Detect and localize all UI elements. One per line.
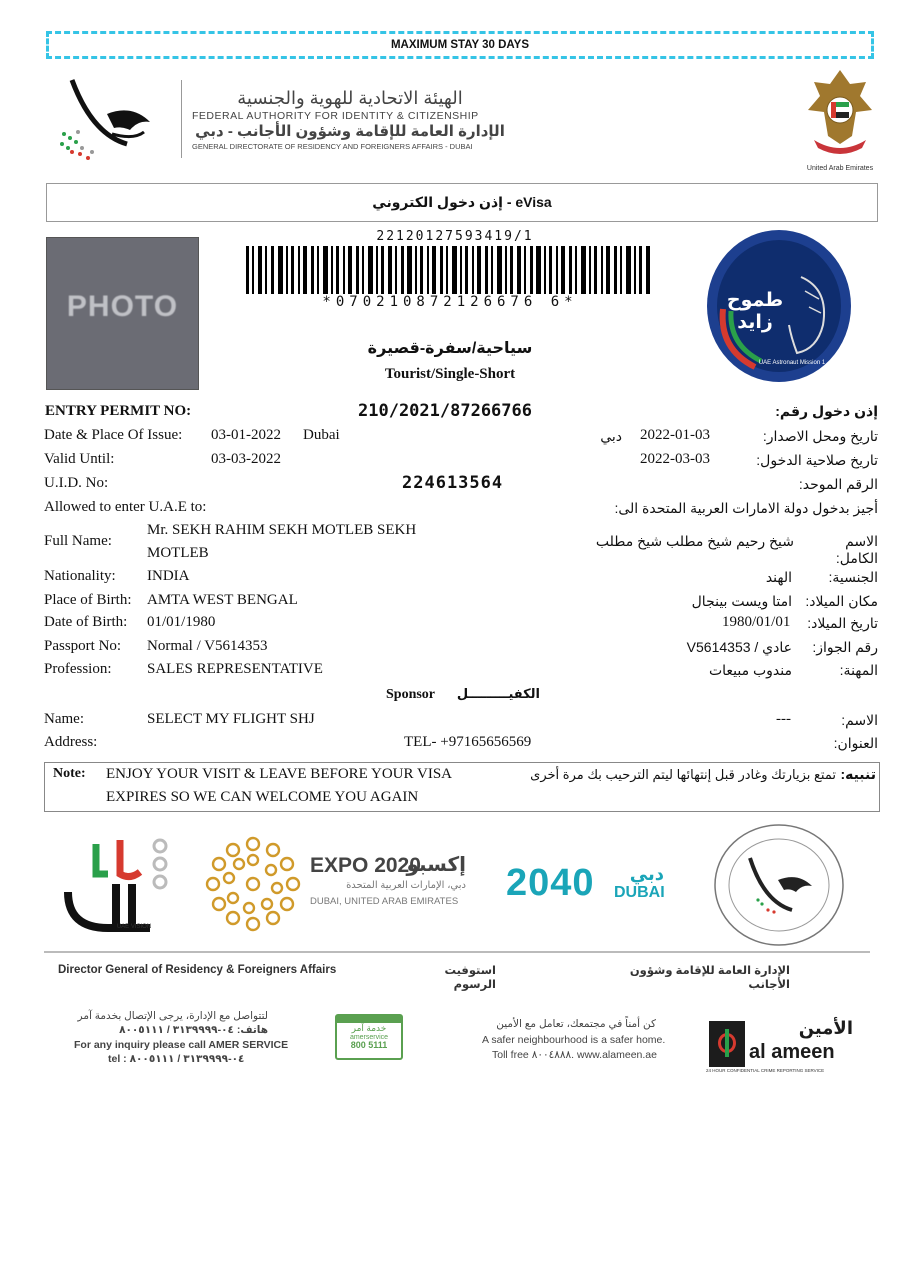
country-caption: United Arab Emirates [806, 165, 874, 172]
max-stay-banner [46, 31, 874, 59]
entry-permit-label-ar: إذن دخول رقم: [775, 403, 878, 419]
visa-type-en: Tourist/Single-Short [384, 366, 516, 382]
valid-date-en: 03-03-2022 [211, 451, 281, 467]
full-name-value-en-2: MOTLEB [147, 545, 209, 561]
expo-subtitle-ar: دبي، الإمارات العربية المتحدة [346, 880, 466, 891]
directorate-title-ar: الإدارة العامة للإقامة وشؤون الأجانب - دبي [195, 123, 505, 140]
nationality-label-en: Nationality: [44, 568, 116, 584]
issue-place-en: Dubai [303, 427, 340, 443]
uae-vision-caption: UAE VISION [116, 924, 152, 930]
note-text-en-1: ENJOY YOUR VISIT & LEAVE BEFORE YOUR VISA [106, 766, 452, 782]
birth-place-value-en: AMTA WEST BENGAL [147, 592, 298, 608]
issue-label-en: Date & Place Of Issue: [44, 427, 183, 443]
nationality-value-en: INDIA [147, 568, 190, 584]
uid-label-en: U.I.D. No: [44, 475, 109, 491]
sponsor-heading-en: Sponsor [386, 687, 436, 702]
full-name-label-ar: الاسم الكامل: [835, 533, 878, 566]
expo-2020-emblem-icon [205, 836, 301, 932]
dob-value-en: 01/01/1980 [147, 614, 216, 630]
amer-text-ar-2: هاتف: ٠٤-٣١٣٩٩٩٩ / ٨٠٠٥١١١ [119, 1024, 268, 1036]
directorate-title-en: GENERAL DIRECTORATE OF RESIDENCY AND FOREIGNERS AFFAIRS - DUBAI [192, 142, 473, 151]
sponsor-tel: TEL- +97165656569 [404, 734, 532, 750]
note-label-ar: تنبيه: [840, 766, 876, 782]
dubai-2040-number: 2040 [506, 862, 595, 904]
profession-value-ar: مندوب مبيعات [708, 662, 792, 678]
dubai-title-en: DUBAI [614, 884, 665, 901]
dob-value-ar: 1980/01/01 [722, 614, 791, 630]
issue-label-ar: تاريخ ومحل الاصدار: [762, 428, 878, 444]
valid-label-en: Valid Until: [44, 451, 115, 467]
authority-seal-icon [712, 822, 846, 948]
profession-value-en: SALES REPRESENTATIVE [147, 661, 323, 677]
note-text-en-2: EXPIRES SO WE CAN WELCOME YOU AGAIN [106, 789, 419, 805]
sponsor-name-value-ar: --- [776, 711, 791, 727]
full-name-value-en-1: Mr. SEKH RAHIM SEKH MOTLEB SEKH [147, 522, 417, 538]
alameen-logo-en: al ameen [749, 1041, 835, 1063]
entry-permit-label-en: ENTRY PERMIT NO: [45, 403, 192, 419]
alameen-logo-subtitle: 24 HOUR CONFIDENTIAL CRIME REPORTING SERVICE [706, 1068, 825, 1073]
expo-title-en: EXPO 2020 [310, 854, 421, 877]
amer-badge-en: amerservice [349, 1034, 389, 1041]
birth-place-label-en: Place of Birth: [44, 592, 132, 608]
passport-value-ar: عادي / V5614353 [686, 639, 792, 655]
sponsor-address-label-en: Address: [44, 734, 98, 750]
director-title-en: Director General of Residency & Foreigners Affairs [58, 964, 337, 976]
birth-place-value-ar: امتا ويست بينجال [691, 593, 792, 609]
note-text-ar: تمتع بزيارتك وغادر قبل إنتهائها ليتم الترحيب بك مرة أخرى [530, 767, 836, 782]
amer-badge-stripe [337, 1016, 401, 1023]
barcode-icon [246, 246, 650, 294]
valid-date-ar: 2022-03-03 [640, 451, 710, 467]
issue-date-en: 03-01-2022 [211, 427, 281, 443]
note-label-en: Note: [53, 766, 86, 781]
nationality-value-ar: الهند [765, 569, 792, 585]
sponsor-address-label-ar: العنوان: [833, 735, 878, 751]
authority-title-ar: الهيئة الاتحادية للهوية والجنسية [237, 88, 463, 108]
director-title-ar: الإدارة العامة للإقامة وشؤون الأجانب [629, 965, 790, 991]
passport-value-en: Normal / V5614353 [147, 638, 268, 654]
valid-label-ar: تاريخ صلاحية الدخول: [756, 452, 878, 468]
alameen-text-en-1: A safer neighbourhood is a safer home. [482, 1034, 666, 1046]
header-divider [181, 80, 182, 158]
uae-vision-logo-icon [60, 834, 180, 934]
nationality-label-ar: الجنسية: [828, 569, 878, 585]
barcode-top-number: 22120127593419/1 [376, 229, 534, 244]
full-name-value-ar: شيخ رحيم شيخ مطلب شيخ مطلب [595, 533, 794, 549]
allowed-label-en: Allowed to enter U.A.E to: [44, 499, 207, 515]
photo-placeholder [46, 237, 199, 390]
falcon-logo-icon [52, 74, 170, 170]
mission-badge-text: طموح زايد [726, 290, 784, 333]
max-stay-text: MAXIMUM STAY 30 DAYS [390, 39, 530, 51]
profession-label-ar: المهنة: [839, 662, 878, 678]
visa-type-ar: سياحية/سفرة-قصيرة [367, 340, 533, 357]
alameen-logo-ar: الأمين [798, 1018, 853, 1038]
sponsor-heading-ar: الكفيـــــــــل [456, 686, 540, 701]
dubai-title-ar: دبي [629, 864, 664, 884]
footer-divider [44, 951, 870, 953]
entry-permit-number: 210/2021/87266766 [358, 401, 532, 421]
alameen-logo-icon [709, 1021, 745, 1067]
alameen-logo [709, 1018, 855, 1067]
amer-text-en-1: For any inquiry please call AMER SERVICE [74, 1039, 289, 1051]
amer-badge [335, 1014, 403, 1060]
profession-label-en: Profession: [44, 661, 112, 677]
evisa-title-box [46, 183, 878, 222]
sponsor-name-label-ar: الاسم: [841, 712, 878, 728]
birth-place-label-ar: مكان الميلاد: [805, 593, 878, 609]
expo-subtitle-en: DUBAI, UNITED ARAB EMIRATES [310, 896, 459, 907]
amer-text-en-2: tel : ٠٤-٣١٣٩٩٩٩ / ٨٠٠٥١١١ [108, 1053, 245, 1065]
mission-badge-caption: UAE Astronaut Mission 1 [758, 360, 826, 366]
uae-emblem-icon [800, 66, 880, 164]
evisa-title: إذن دخول الكتروني - eVisa [372, 194, 552, 210]
expo-title-ar: إكسبو [406, 854, 466, 876]
photo-label: PHOTO [66, 290, 179, 323]
alameen-text-en-2: Toll free ٨٠٠٤٨٨٨. www.alameen.ae [492, 1049, 657, 1061]
barcode-bottom-number: *070210872126676 6* [322, 294, 578, 310]
passport-label-en: Passport No: [44, 638, 122, 654]
full-name-label-en: Full Name: [44, 533, 112, 549]
dob-label-en: Date of Birth: [44, 614, 128, 630]
amer-text-ar-1: لتتواصل مع الإدارة، يرجى الإتصال بخدمة آمر [77, 1010, 268, 1022]
fees-paid-ar: استوفيت الرسوم [444, 965, 496, 991]
passport-label-ar: رقم الجواز: [812, 639, 878, 655]
amer-badge-number: 800 5111 [350, 1040, 388, 1050]
amer-badge-ar: خدمة آمر [351, 1023, 387, 1033]
alameen-text-ar: كن أمناً في مجتمعك، تعامل مع الأمين [496, 1018, 656, 1030]
sponsor-name-label-en: Name: [44, 711, 84, 727]
uid-value: 224613564 [402, 473, 504, 493]
allowed-label-ar: أجيز بدخول دولة الامارات العربية المتحدة الى: [614, 500, 878, 516]
issue-date-ar: 2022-01-03 [640, 427, 710, 443]
sponsor-name-value: SELECT MY FLIGHT SHJ [147, 711, 315, 727]
authority-title-en: FEDERAL AUTHORITY FOR IDENTITY & CITIZENSHIP [192, 110, 479, 122]
issue-place-ar: دبي [600, 428, 622, 444]
dob-label-ar: تاريخ الميلاد: [807, 615, 878, 631]
uid-label-ar: الرقم الموحد: [798, 476, 878, 492]
